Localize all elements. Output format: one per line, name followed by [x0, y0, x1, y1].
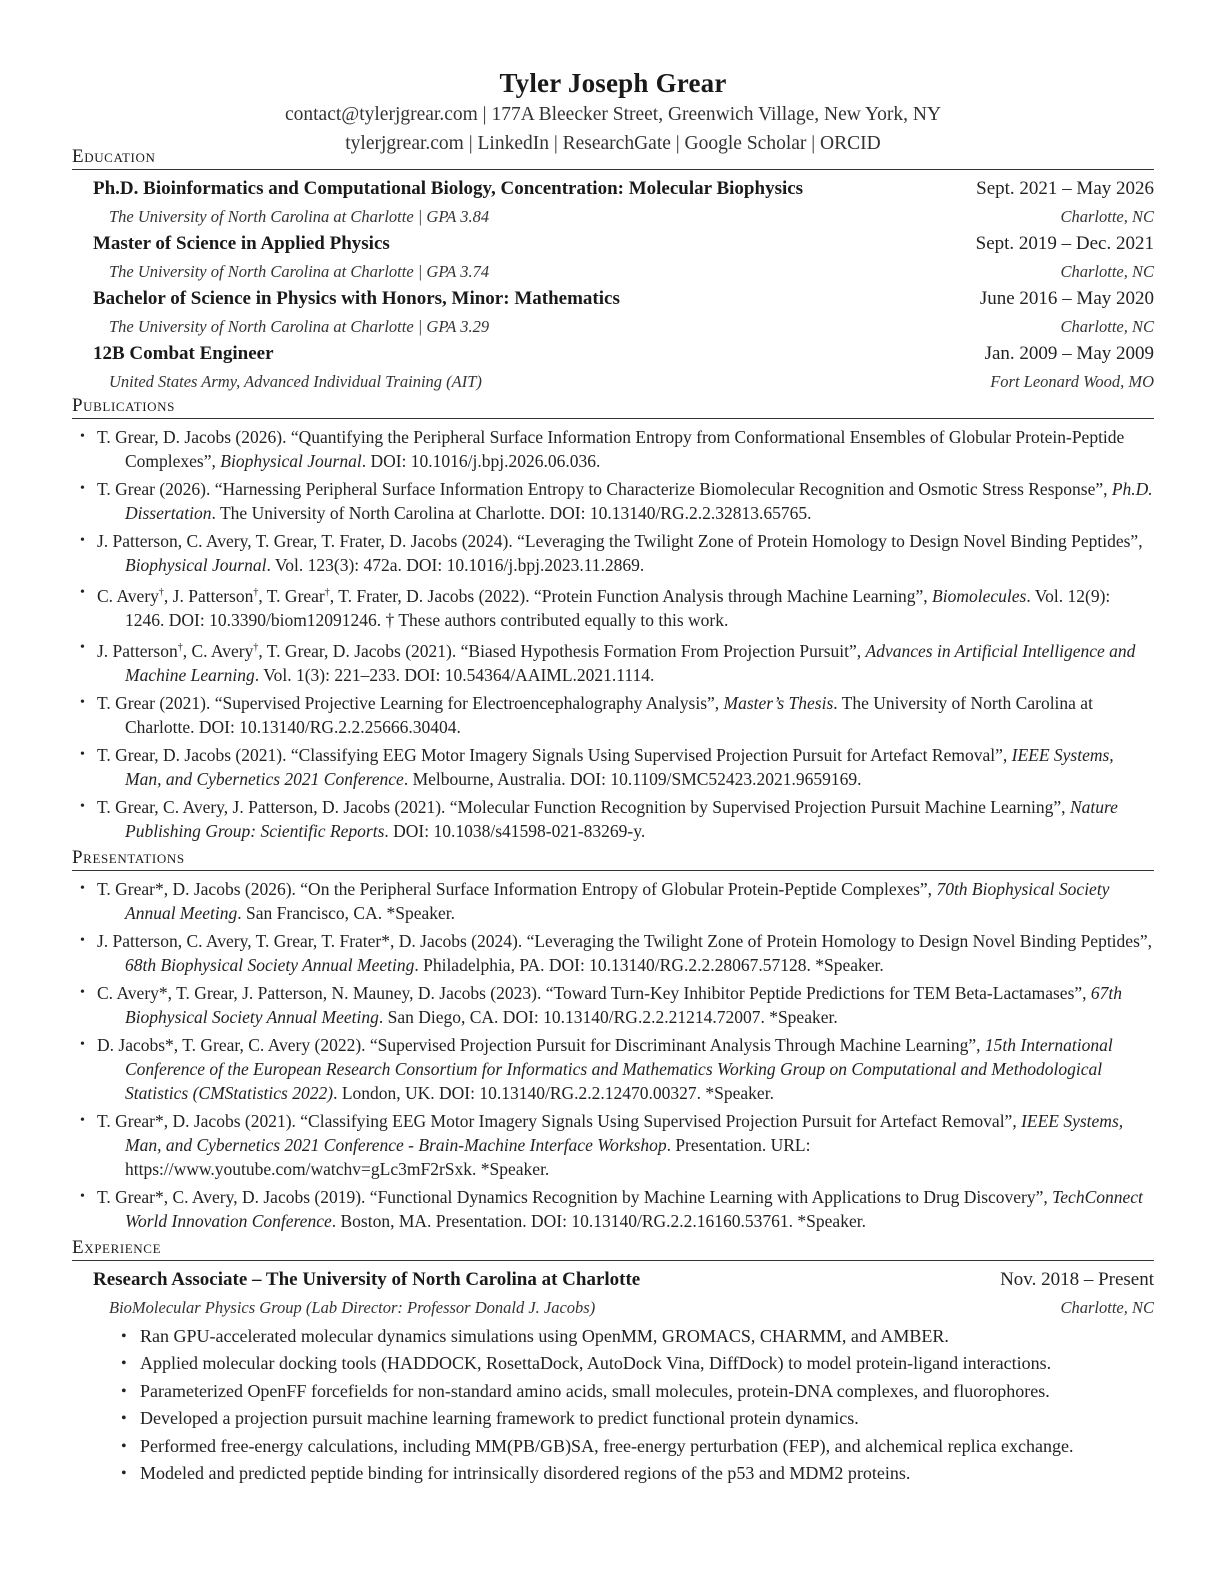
presentations-heading: Presentations [72, 847, 1154, 871]
experience-entry [72, 1266, 1154, 1321]
publications-heading: Publications [72, 395, 1154, 419]
list-item: • Modeled and predicted peptide binding for intrinsically disordered regions of the p53 and MDM2 proteins. [121, 1463, 911, 1484]
resume-page [72, 66, 1154, 1488]
education-entry [93, 285, 1154, 340]
job-location: Charlotte, NC [1060, 1297, 1154, 1317]
contact-line-2: tylerjgrear.com | LinkedIn | ResearchGate | Google Scholar | ORCID [345, 133, 881, 154]
publication-item: • C. Avery†, J. Patterson†, T. Grear†, T. Frater, D. Jacobs (2022). “Protein Function Analysis through Machine Learning”, Biomolecules. Vol. 12(9): 1246. DOI: 10.3390/biom12091246. † These authors contributed equally to this work. [80, 585, 1111, 630]
list-item: • Parameterized OpenFF forcefields for non-standard amino acids, small molecules, protein-DNA complexes, and fluorophores. [121, 1380, 1050, 1401]
presentation-item: • J. Patterson, C. Avery, T. Grear, T. Frater*, D. Jacobs (2024). “Leveraging the Twilight Zone of Protein Homology to Design Novel Binding Peptides”, 68th Biophysical Society Annual Meeting. Philadelphia, PA. DOI: 10.13140/RG.2.2.28067.57128. *Speaker. [80, 930, 1153, 975]
education-list [72, 175, 1154, 395]
degree-title: Master of Science in Applied Physics [93, 233, 390, 254]
education-entry [93, 175, 1154, 230]
contact-line-1: contact@tylerjgrear.com | 177A Bleecker Street, Greenwich Village, New York, NY [284, 104, 942, 125]
publication-item: • T. Grear (2026). “Harnessing Peripheral Surface Information Entropy to Characterize Biomolecular Recognition and Osmotic Stress Response”, Ph.D. Dissertation. The University of North Carolina at Charlotte. DOI: 10.13140/RG.2.2.32813.65765. [80, 479, 1153, 523]
degree-title: Ph.D. Bioinformatics and Computational Biology, Concentration: Molecular Biophysics [93, 178, 804, 199]
degree-dates: June 2016 – May 2020 [979, 288, 1154, 309]
list-item: • Ran GPU-accelerated molecular dynamics simulations using OpenMM, GROMACS, CHARMM, and AMBER. [121, 1325, 949, 1346]
publication-item: • J. Patterson†, C. Avery†, T. Grear, D. Jacobs (2021). “Biased Hypothesis Formation From Projection Pursuit”, Advances in Artificial Intelligence and Machine Learning. Vol. 1(3): 221–233. DOI: 10.54364/AAIML.2021.1114. [80, 639, 1136, 685]
publication-item: • T. Grear (2021). “Supervised Projective Learning for Electroencephalography Analysis”, Master’s Thesis. The University of North Carolina at Charlotte. DOI: 10.13140/RG.2.2.25666.30404. [80, 692, 1093, 737]
list-item: • Performed free-energy calculations, including MM(PB/GB)SA, free-energy perturbation (FEP), and alchemical replica exchange. [121, 1435, 1074, 1456]
job-title: Research Associate – The University of North Carolina at Charlotte [93, 1268, 641, 1290]
presentation-item: • T. Grear*, C. Avery, D. Jacobs (2019). “Functional Dynamics Recognition by Machine Learning with Applications to Drug Discovery”, TechConnect World Innovation Conference. Boston, MA. Presentation. DOI: 10.13140/RG.2.2.16160.53761. *Speaker. [80, 1186, 1143, 1231]
school-location: Charlotte, NC [1060, 317, 1154, 336]
degree-title: 12B Combat Engineer [93, 343, 274, 364]
list-item: • Applied molecular docking tools (HADDOCK, RosettaDock, AutoDock Vina, DiffDock) to model protein-ligand interactions. [121, 1353, 1052, 1374]
education-entry [93, 230, 1154, 285]
degree-dates: Sept. 2019 – Dec. 2021 [975, 233, 1154, 254]
presentations-list [72, 877, 1154, 1233]
education-entry [93, 340, 1154, 395]
experience-heading: Experience [72, 1237, 1154, 1261]
job-dates: Nov. 2018 – Present [1000, 1268, 1154, 1290]
list-item: • Developed a projection pursuit machine learning framework to predict functional protein dynamics. [121, 1408, 859, 1429]
publication-item: • J. Patterson, C. Avery, T. Grear, T. Frater, D. Jacobs (2024). “Leveraging the Twilight Zone of Protein Homology to Design Novel Binding Peptides”, Biophysical Journal. Vol. 123(3): 472a. DOI: 10.1016/j.bpj.2023.11.2869. [80, 531, 1143, 575]
publication-item: • T. Grear, D. Jacobs (2021). “Classifying EEG Motor Imagery Signals Using Supervised Projection Pursuit for Artefact Removal”, IEEE Systems, Man, and Cybernetics 2021 Conference. Melbourne, Australia. DOI: 10.1109/SMC52423.2021.9659169. [80, 744, 1114, 789]
school-name: The University of North Carolina at Charlotte | GPA 3.29 [109, 317, 490, 336]
degree-dates: Jan. 2009 – May 2009 [984, 343, 1154, 364]
school-name: The University of North Carolina at Charlotte | GPA 3.84 [109, 207, 490, 226]
education-heading: Education [72, 146, 1154, 170]
publication-item: • T. Grear, D. Jacobs (2026). “Quantifying the Peripheral Surface Information Entropy from Conformational Ensembles of Globular Protein-Peptide Complexes”, Biophysical Journal. DOI: 10.1016/j.bpj.2026.06.036. [80, 427, 1125, 471]
job-group: BioMolecular Physics Group (Lab Director: Professor Donald J. Jacobs) [109, 1297, 596, 1317]
school-location: Charlotte, NC [1060, 207, 1154, 226]
degree-dates: Sept. 2021 – May 2026 [976, 178, 1154, 199]
school-name: The University of North Carolina at Charlotte | GPA 3.74 [109, 262, 490, 281]
presentation-item: • D. Jacobs*, T. Grear, C. Avery (2022). “Supervised Projection Pursuit for Discriminant Analysis Through Machine Learning”, 15th International Conference of the European Research Consortium for Informatics and Mathematics Working Group on Computational and Methodological Statistics (CMStatistics 2022). London, UK. DOI: 10.13140/RG.2.2.12470.00327. *Speaker. [80, 1034, 1113, 1103]
presentation-item: • C. Avery*, T. Grear, J. Patterson, N. Mauney, D. Jacobs (2023). “Toward Turn-Key Inhibitor Peptide Predictions for TEM Beta-Lactamases”, 67th Biophysical Society Annual Meeting. San Diego, CA. DOI: 10.13140/RG.2.2.21214.72007. *Speaker. [80, 982, 1123, 1027]
publications-list [72, 425, 1154, 843]
presentation-item: • T. Grear*, D. Jacobs (2026). “On the Peripheral Surface Information Entropy of Globular Protein-Peptide Complexes”, 70th Biophysical Society Annual Meeting. San Francisco, CA. *Speaker. [80, 878, 1110, 923]
school-location: Fort Leonard Wood, MO [990, 372, 1154, 391]
publication-item: • T. Grear, C. Avery, J. Patterson, D. Jacobs (2021). “Molecular Function Recognition by Supervised Projection Pursuit Machine Learning”, Nature Publishing Group: Scientific Reports. DOI: 10.1038/s41598-021-83269-y. [80, 796, 1118, 841]
experience-bullets [72, 1323, 1154, 1488]
presentation-item: • T. Grear*, D. Jacobs (2021). “Classifying EEG Motor Imagery Signals Using Supervised Projection Pursuit for Artefact Removal”, IEEE Systems, Man, and Cybernetics 2021 Conference - Brain-Machine Interface Workshop. Presentation. URL: https://www.youtube.com/watchv=gLc3mF2rSxk. *Speaker. [80, 1110, 1124, 1179]
resume-name: Tyler Joseph Grear [499, 68, 727, 98]
school-location: Charlotte, NC [1060, 262, 1154, 281]
school-name: United States Army, Advanced Individual Training (AIT) [109, 372, 482, 391]
degree-title: Bachelor of Science in Physics with Honors, Minor: Mathematics [93, 288, 620, 309]
